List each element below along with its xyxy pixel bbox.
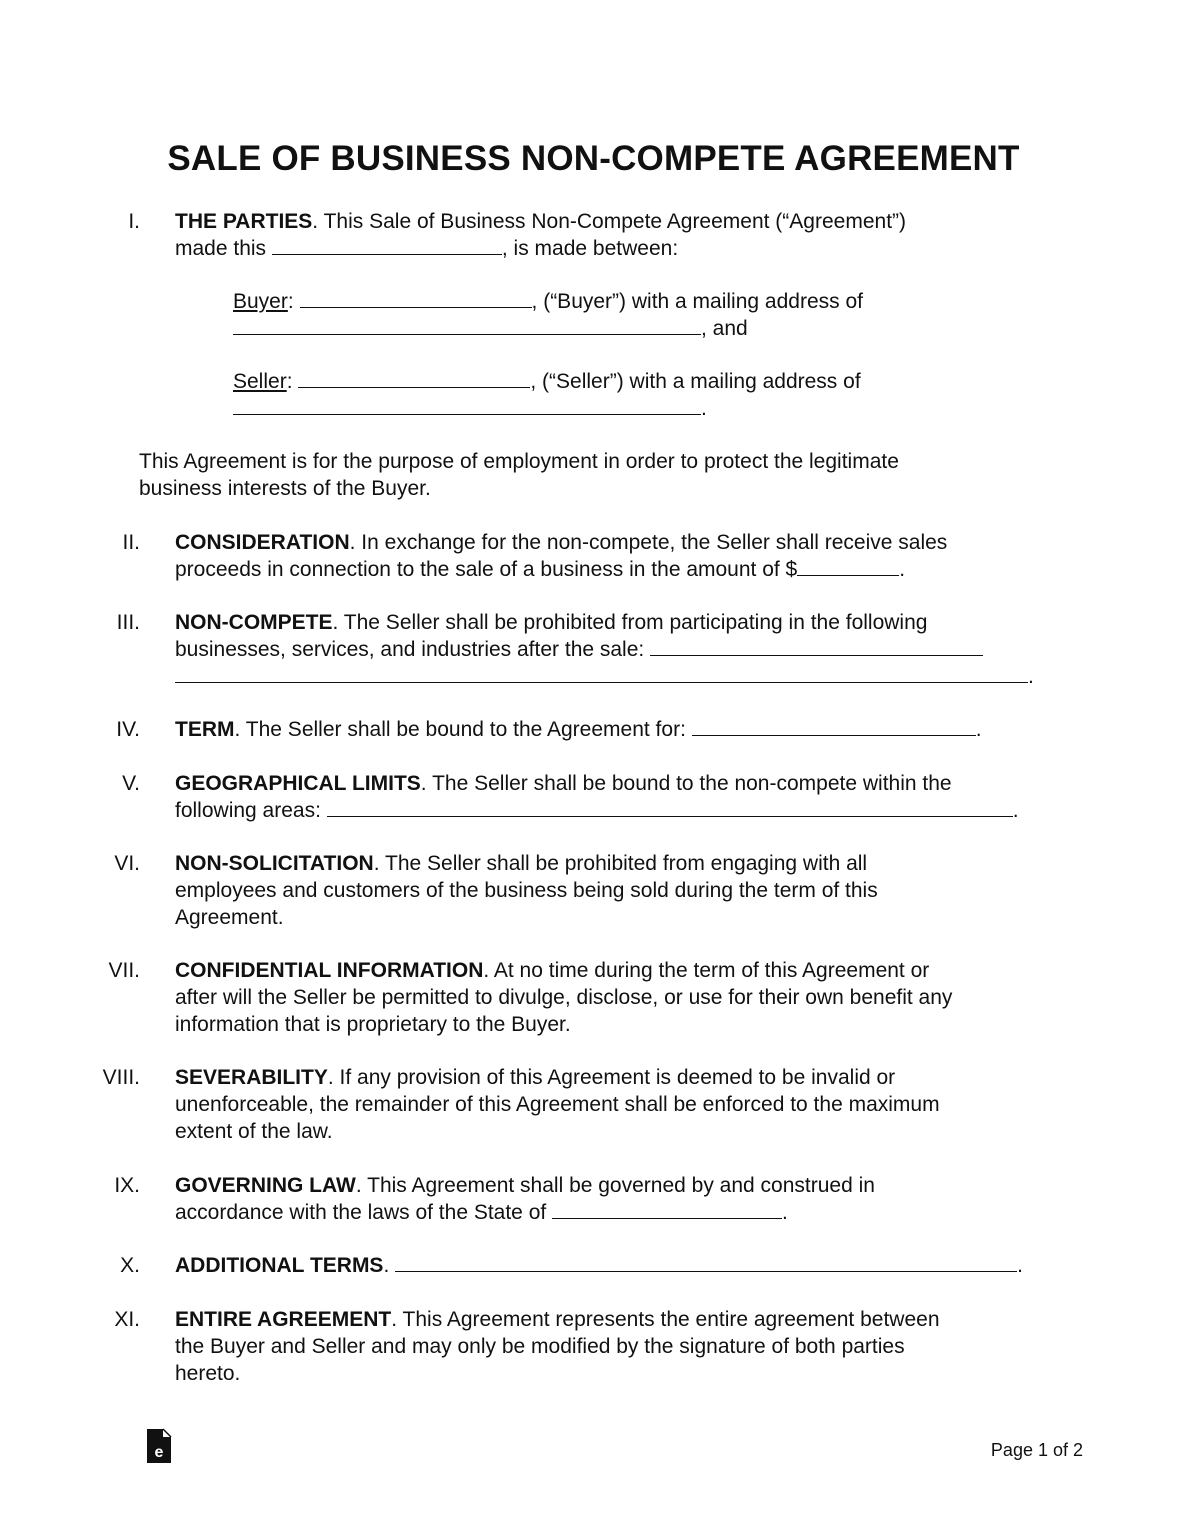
areas-blank[interactable] — [327, 797, 1013, 817]
section-body — [175, 208, 1055, 262]
section-body — [175, 850, 1055, 931]
section-body — [175, 529, 1055, 583]
seller-name-blank[interactable] — [298, 368, 530, 388]
section-heading: CONSIDERATION — [175, 531, 350, 554]
section-text: . If any provision of this Agreement is deemed to be invalid or — [327, 1066, 896, 1089]
section-text: the Buyer and Seller and may only be modified by the signature of both parties — [175, 1335, 905, 1358]
section-text: unenforceable, the remainder of this Agreement shall be enforced to the maximum — [175, 1093, 940, 1116]
section-body — [175, 1064, 1055, 1145]
buyer-label: Buyer — [233, 290, 288, 313]
section-number: VI. — [114, 852, 140, 875]
section-body — [175, 1172, 1055, 1226]
section-number: III. — [116, 611, 140, 634]
section-text: accordance with the laws of the State of — [175, 1201, 553, 1224]
section-body — [175, 957, 1055, 1038]
section-body — [175, 716, 1055, 743]
section-text: following areas: — [175, 799, 327, 822]
section-text: . — [1028, 665, 1034, 688]
section-text: hereto. — [175, 1362, 241, 1385]
page-title: SALE OF BUSINESS NON-COMPETE AGREEMENT — [167, 139, 1020, 178]
section-text: . At no time during the term of this Agreement or — [483, 959, 930, 982]
svg-text:e: e — [154, 1444, 164, 1461]
industries-blank-2[interactable] — [175, 663, 1028, 683]
state-blank[interactable] — [552, 1199, 782, 1219]
section-text: . This Sale of Business Non-Compete Agreement (“Agreement”) — [312, 210, 907, 233]
seller-text: , (“Seller”) with a mailing address of — [530, 370, 861, 393]
section-heading: GOVERNING LAW — [175, 1174, 356, 1197]
eforms-logo-icon — [145, 1427, 173, 1465]
section-number: II. — [122, 531, 140, 554]
section-text: made this — [175, 237, 272, 260]
section-text: . — [975, 718, 982, 741]
buyer-colon: : — [287, 290, 300, 313]
section-heading: THE PARTIES — [175, 210, 313, 233]
section-heading: NON-COMPETE — [175, 611, 333, 634]
section-heading: TERM — [175, 718, 235, 741]
purpose-paragraph — [139, 448, 1039, 502]
section-number: V. — [122, 772, 140, 795]
section-body — [175, 1306, 1055, 1387]
section-text: . — [1012, 799, 1019, 822]
purpose-text: This Agreement is for the purpose of employment in order to protect the legitimate — [139, 450, 899, 473]
section-text: . This Agreement shall be governed by and construed in — [355, 1174, 875, 1197]
section-text: after will the Seller be permitted to divulge, disclose, or use for their own benefit any — [175, 986, 953, 1009]
date-blank[interactable] — [272, 235, 502, 255]
section-text: proceeds in connection to the sale of a business in the amount of $ — [175, 558, 798, 581]
section-text: . — [899, 558, 906, 581]
section-text: . The Seller shall be bound to the Agreement for: — [234, 718, 692, 741]
section-text: . The Seller shall be bound to the non-compete within the — [420, 772, 952, 795]
section-text: Agreement. — [175, 906, 284, 929]
industries-blank[interactable] — [650, 636, 983, 656]
section-text: extent of the law. — [175, 1120, 333, 1143]
section-number: I. — [128, 210, 140, 233]
seller-label: Seller — [233, 370, 287, 393]
section-body — [175, 1252, 1055, 1279]
section-heading: NON-SOLICITATION — [175, 852, 374, 875]
section-text: , is made between: — [501, 237, 679, 260]
section-text: businesses, services, and industries after the sale: — [175, 638, 651, 661]
section-text: employees and customers of the business being sold during the term of this — [175, 879, 878, 902]
amount-blank[interactable] — [797, 556, 899, 576]
purpose-text: business interests of the Buyer. — [139, 477, 431, 500]
term-blank[interactable] — [692, 716, 976, 736]
section-text: . — [782, 1201, 788, 1224]
seller-address-blank[interactable] — [233, 395, 701, 415]
section-text: . The Seller shall be prohibited from engaging with all — [373, 852, 868, 875]
section-text: information that is proprietary to the Buyer. — [175, 1013, 571, 1036]
buyer-text: , (“Buyer”) with a mailing address of — [531, 290, 863, 313]
section-heading: CONFIDENTIAL INFORMATION — [175, 959, 484, 982]
section-number: XI. — [114, 1308, 140, 1331]
buyer-block — [233, 288, 1053, 342]
buyer-text: , and — [701, 317, 748, 340]
section-text: . This Agreement represents the entire agreement between — [391, 1308, 940, 1331]
section-number: IV. — [116, 718, 140, 741]
seller-colon: : — [286, 370, 299, 393]
section-body — [175, 770, 1055, 824]
seller-text: . — [701, 397, 707, 420]
additional-terms-blank[interactable] — [395, 1252, 1017, 1272]
section-number: VII. — [108, 959, 140, 982]
section-heading: ADDITIONAL TERMS — [175, 1254, 384, 1277]
section-text: . — [1017, 1254, 1023, 1277]
section-body — [175, 609, 1055, 690]
buyer-address-blank[interactable] — [233, 315, 701, 335]
page-number: Page 1 of 2 — [990, 1440, 1083, 1460]
section-text: . The Seller shall be prohibited from participating in the following — [332, 611, 928, 634]
section-heading: GEOGRAPHICAL LIMITS — [175, 772, 421, 795]
section-text: . — [383, 1254, 396, 1277]
section-heading: SEVERABILITY — [175, 1066, 328, 1089]
section-number: X. — [120, 1254, 140, 1277]
section-number: IX. — [114, 1174, 140, 1197]
section-text: . In exchange for the non-compete, the Seller shall receive sales — [349, 531, 948, 554]
section-number: VIII. — [102, 1066, 140, 1089]
section-heading: ENTIRE AGREEMENT — [175, 1308, 392, 1331]
buyer-name-blank[interactable] — [300, 288, 532, 308]
seller-block — [233, 368, 1053, 422]
